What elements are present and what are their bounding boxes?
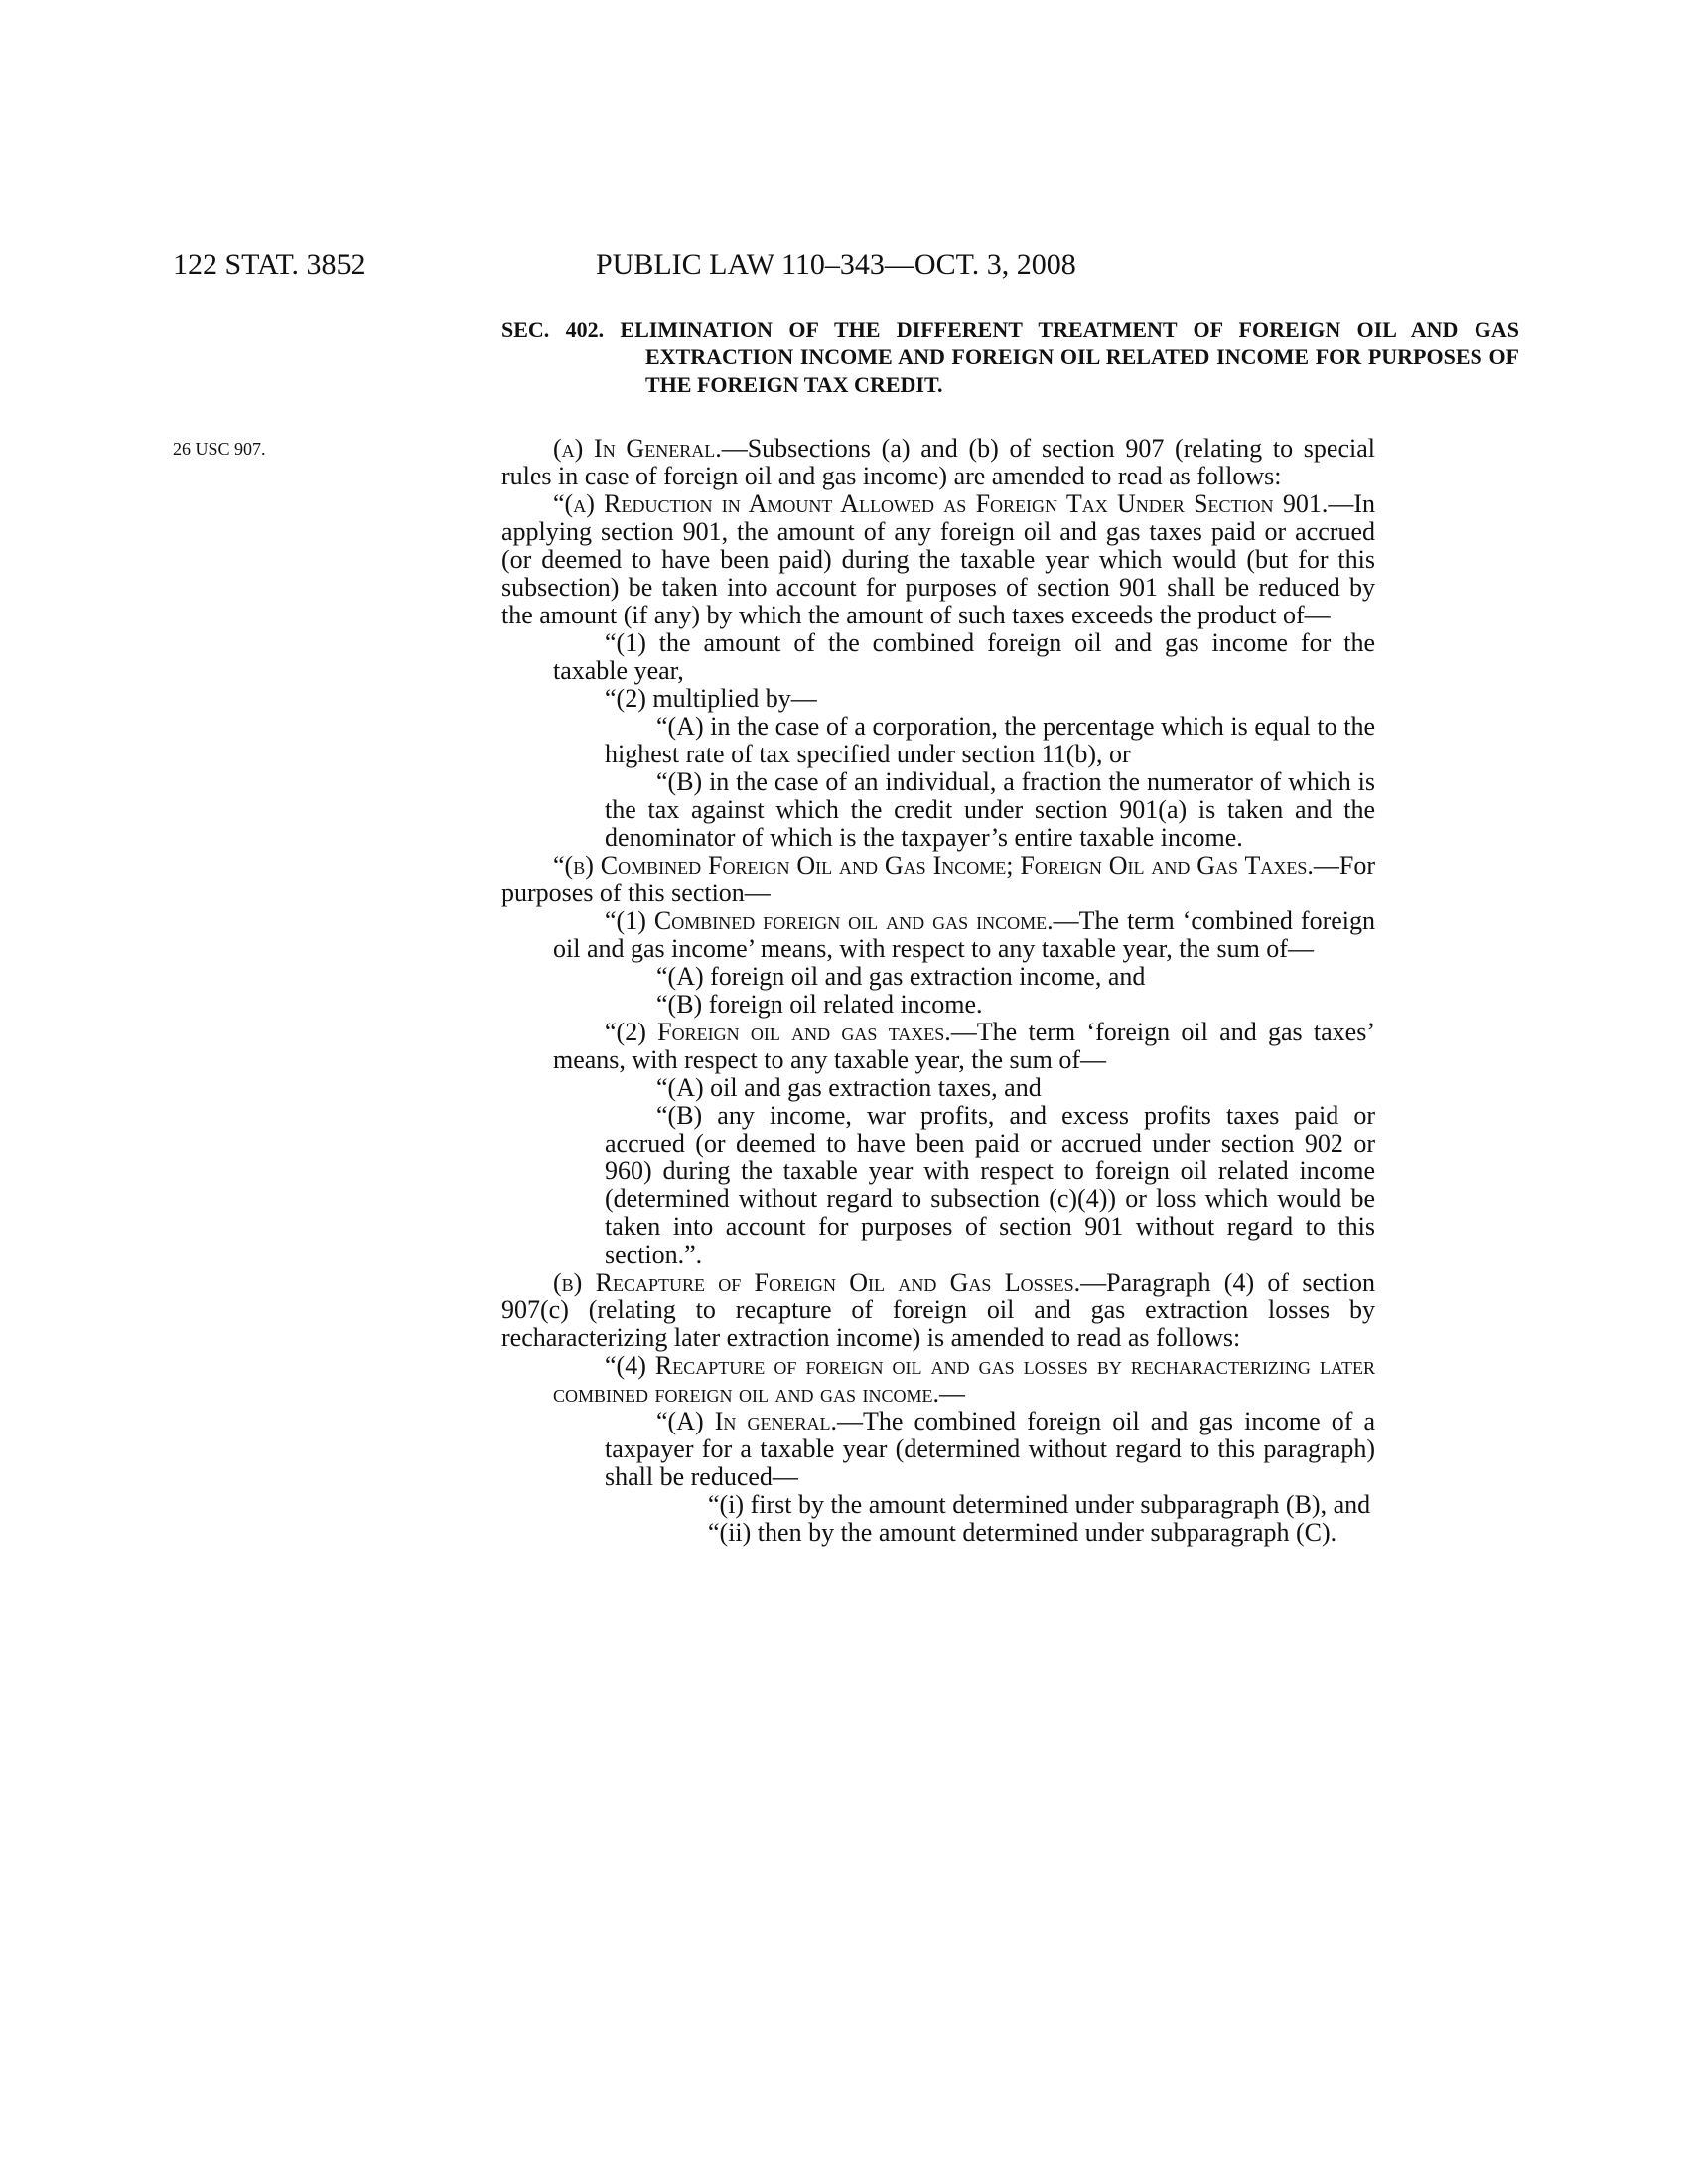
stat-page-number: 122 STAT. 3852 <box>173 248 366 281</box>
subsection-b-text: —Paragraph (4) of section 907(c) (relating to recapture of foreign oil and gas extraction losses by recharacterizing later extraction income) is amended to read as follows: <box>501 1268 1375 1352</box>
quoted-paragraph-4-caption: “(4) Recapture of foreign oil and gas losses by recharacterizing later combined foreign oil and gas income. <box>553 1351 1375 1408</box>
quoted-clause-4Ai: “(i) first by the amount determined under subparagraph (B), and <box>708 1490 1371 1519</box>
quoted-subparagraph-b1B: “(B) foreign oil related income. <box>656 990 983 1019</box>
subsection-a-text: —Subsections (a) and (b) of section 907 (relating to special rules in case of foreign oil and gas income) are amended to read as follows: <box>501 434 1375 490</box>
quoted-subparagraph-aA: “(A) in the case of a corporation, the percentage which is equal to the highest rate of tax specified under section 11(b), or <box>605 712 1375 768</box>
quoted-subsection-a-caption: “(a) Reduction in Amount Allowed as Foreign Tax Under Section 901. <box>553 489 1329 518</box>
section-heading: SEC. 402. ELIMINATION OF THE DIFFERENT TREATMENT OF FOREIGN OIL AND GAS EXTRACTION INCOME AND FOREIGN OIL RELATED INCOME FOR PURPOSES OF THE FOREIGN TAX CREDIT. <box>501 317 1519 397</box>
quoted-subsection-b <box>501 852 1375 907</box>
quoted-paragraph-b1-text: —The term ‘combined foreign oil and gas income’ means, with respect to any taxable year, the sum of— <box>553 906 1375 963</box>
subsection-a-caption: (a) In General. <box>553 434 722 463</box>
quoted-paragraph-b2-text: —The term ‘foreign oil and gas taxes’ means, with respect to any taxable year, the sum of— <box>553 1018 1375 1074</box>
quoted-paragraph-b2 <box>501 1019 1375 1074</box>
quoted-subsection-a <box>501 490 1375 629</box>
quoted-subparagraph-4A-caption: “(A) In general. <box>656 1407 837 1435</box>
quoted-paragraph-4-dash: — <box>939 1379 965 1408</box>
quoted-paragraph-4 <box>501 1352 1375 1408</box>
quoted-subparagraph-4A <box>501 1408 1375 1491</box>
quoted-subparagraph-aB: “(B) in the case of an individual, a fraction the numerator of which is the tax against which the credit under section 901(a) is taken and the denominator of which is the taxpayer’s entire taxable income. <box>605 767 1375 852</box>
subsection-b <box>501 1269 1375 1352</box>
quoted-paragraph-a2: “(2) multiplied by— <box>605 684 817 713</box>
quoted-paragraph-a1: “(1) the amount of the combined foreign oil and gas income for the taxable year, <box>553 628 1375 685</box>
quoted-clause-4Aii: “(ii) then by the amount determined under subparagraph (C). <box>708 1518 1337 1547</box>
public-law-citation: PUBLIC LAW 110–343—OCT. 3, 2008 <box>596 248 1076 281</box>
quoted-subparagraph-b2A: “(A) oil and gas extraction taxes, and <box>656 1073 1042 1102</box>
quoted-subparagraph-4A-text: —The combined foreign oil and gas income of a taxpayer for a taxable year (determined without regard to this paragraph) shall be reduced— <box>605 1407 1376 1491</box>
quoted-paragraph-b1 <box>501 907 1375 963</box>
quoted-subparagraph-b2B: “(B) any income, war profits, and excess profits taxes paid or accrued (or deemed to have been paid or accrued under section 902 or 960) during the taxable year with respect to foreign oil related income (determined without regard to subsection (c)(4)) or loss which would be taken into account for purposes of section 901 without regard to this section.”. <box>605 1101 1375 1269</box>
quoted-paragraph-b1-caption: “(1) Combined foreign oil and gas income. <box>605 906 1054 935</box>
margin-note-usc: 26 USC 907. <box>173 439 266 459</box>
quoted-subparagraph-b1A: “(A) foreign oil and gas extraction income, and <box>656 962 1146 991</box>
page-header <box>0 248 1688 288</box>
quoted-subsection-a-text: —In applying section 901, the amount of any foreign oil and gas taxes paid or accrued (or deemed to have been paid) during the taxable year which would (but for this subsection) be taken into account for purposes of section 901 shall be reduced by the amount (if any) by which the amount of such taxes exceeds the product of— <box>501 489 1375 629</box>
quoted-subsection-b-text: —For purposes of this section— <box>501 851 1375 907</box>
subsection-b-caption: (b) Recapture of Foreign Oil and Gas Losses. <box>553 1268 1081 1297</box>
section-body <box>501 435 1375 1547</box>
quoted-paragraph-b2-caption: “(2) Foreign oil and gas taxes. <box>605 1018 951 1046</box>
subsection-a <box>501 435 1375 490</box>
quoted-subsection-b-caption: “(b) Combined Foreign Oil and Gas Income; Foreign Oil and Gas Taxes. <box>553 851 1314 880</box>
